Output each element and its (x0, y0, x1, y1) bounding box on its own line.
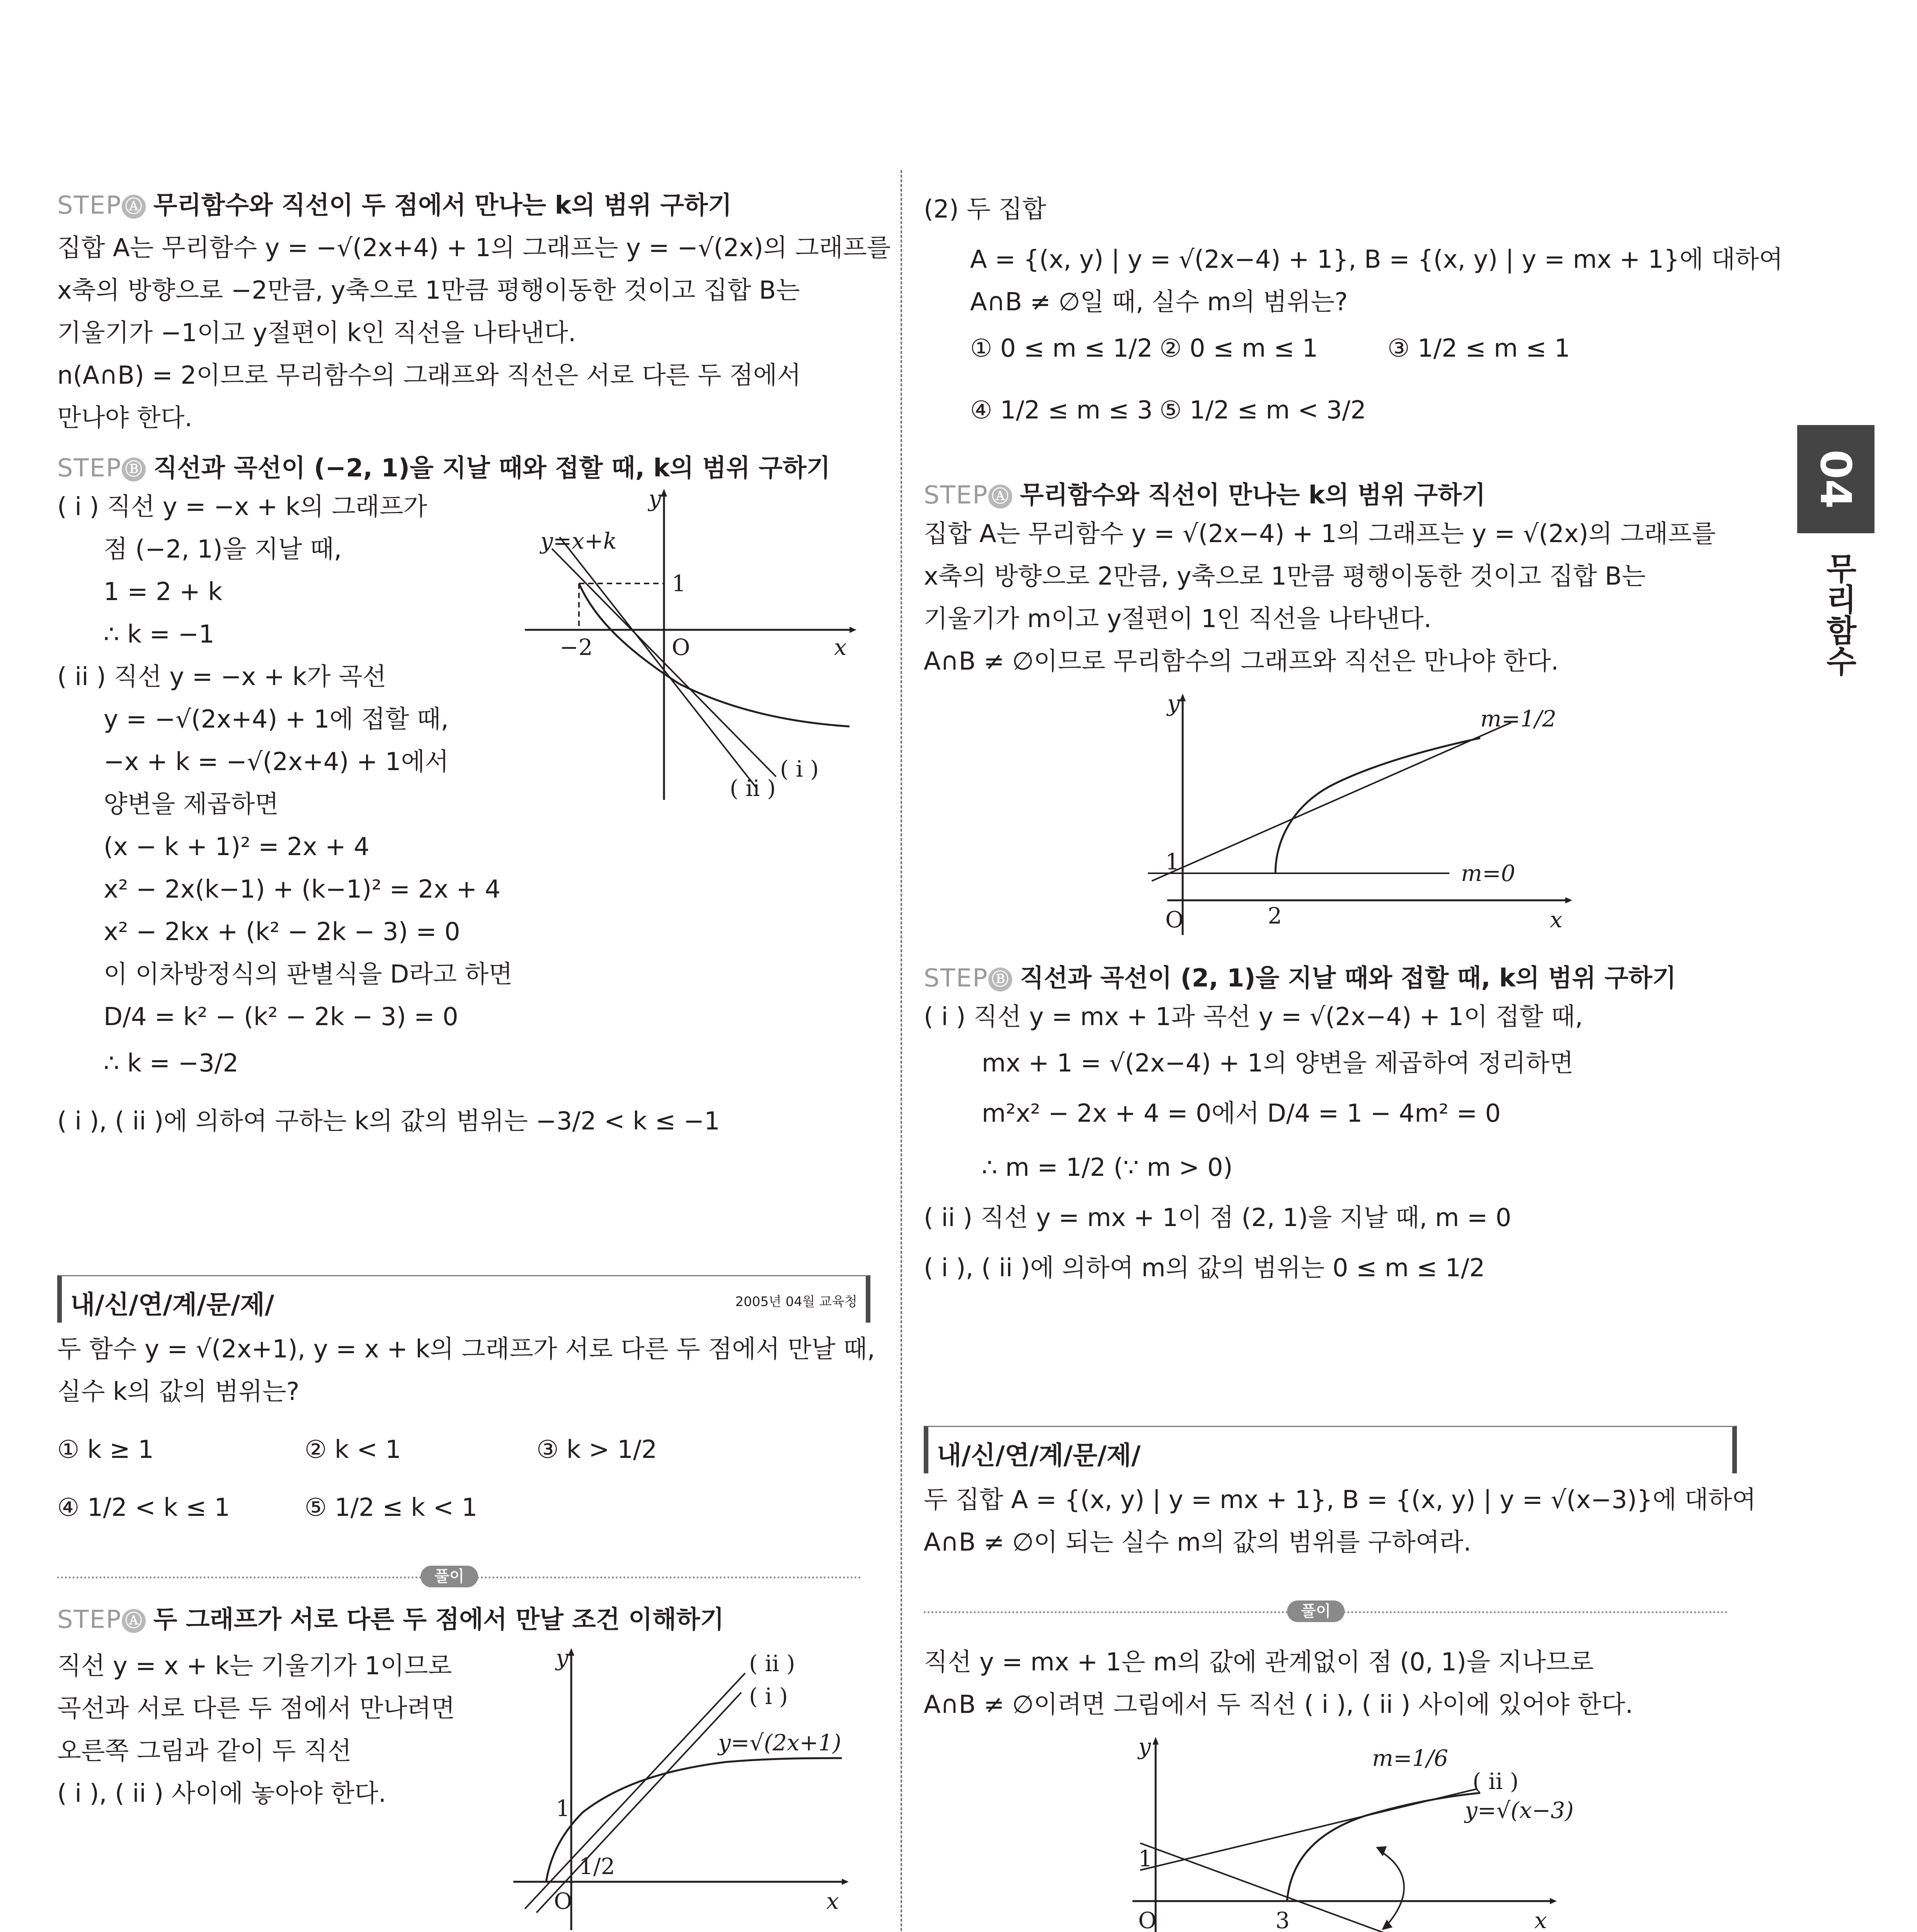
step-tag: STEP (57, 454, 122, 483)
text-line: 기울기가 −1이고 y절편이 k인 직선을 나타낸다. (57, 319, 576, 347)
graph-figure-1 (463, 483, 857, 800)
text-line: ( i ), ( ii )에 의하여 m의 값의 범위는 0 ≤ m ≤ 1/2 (924, 1254, 1485, 1282)
solution-badge: 풀이 (421, 1566, 478, 1587)
x-axis-label: x (1550, 906, 1563, 933)
text-line: 직선 y = x + k는 기울기가 1이므로 (57, 1652, 452, 1680)
text-line: A∩B ≠ ∅일 때, 실수 m의 범위는? (970, 288, 1348, 316)
line-ii-label: ( ii ) (749, 1650, 795, 1677)
y-axis-label: y (649, 485, 661, 512)
line-ii-label: ( ii ) (730, 775, 776, 800)
text-line: 만나야 한다. (57, 404, 192, 432)
text-line: x축의 방향으로 2만큼, y축으로 1만큼 평행이동한 것이고 집합 B는 (924, 562, 1646, 591)
y-axis-label: y (1167, 690, 1180, 716)
y-axis-label: y (1138, 1733, 1151, 1760)
text-line: x축의 방향으로 −2만큼, y축으로 1만큼 평행이동한 것이고 집합 B는 (57, 276, 800, 305)
text-line: 1 = 2 + k (104, 578, 223, 606)
tick-label: 1 (672, 570, 686, 597)
x-axis-label: x (826, 1888, 839, 1914)
step-mark: Ⓐ (122, 195, 146, 219)
line-ii (525, 1673, 745, 1909)
text-line: ( i ), ( ii ) 사이에 놓아야 한다. (57, 1779, 386, 1808)
text-line: D/4 = k² − (k² − 2k − 3) = 0 (104, 1003, 458, 1031)
text-line: 양변을 제곱하면 (104, 790, 279, 819)
text-line: 집합 A는 무리함수 y = √(2x−4) + 1의 그래프는 y = √(2x)의 그래프를 (924, 520, 1716, 548)
chapter-number: 04 (1811, 449, 1861, 509)
origin-label: O (554, 1888, 572, 1914)
y-axis-arrow (1180, 694, 1186, 701)
y-axis-arrow (1153, 1737, 1159, 1745)
text-line: ( i ) 직선 y = mx + 1과 곡선 y = √(2x−4) + 1이 접할 때, (924, 1003, 1583, 1031)
step-tag: STEP (924, 964, 988, 993)
text-line: A∩B ≠ ∅이려면 그림에서 두 직선 ( i ), ( ii ) 사이에 있어야 한다. (924, 1690, 1633, 1719)
text-line: 점 (−2, 1)을 지날 때, (104, 535, 342, 564)
box-source: 2005년 04월 교육청 (735, 1294, 857, 1310)
text-line: 두 함수 y = √(2x+1), y = x + k의 그래프가 서로 다른 두 점에서 만날 때, (57, 1335, 875, 1364)
line-ii (560, 537, 757, 788)
choice-3: ③ k > 1/2 (536, 1435, 657, 1464)
text-line: A∩B ≠ ∅이므로 무리함수의 그래프와 직선은 만나야 한다. (924, 647, 1559, 676)
choice-2: ② k < 1 (305, 1435, 401, 1464)
origin-label: O (1165, 906, 1184, 933)
tick-label: 1/2 (579, 1853, 615, 1879)
text-line: 두 집합 A = {(x, y) | y = mx + 1}, B = {(x, y) | y = √(x−3)}에 대하여 (924, 1486, 1756, 1514)
choice-5: ⑤ 1/2 ≤ m < 3/2 (1159, 396, 1366, 425)
line-i-label: ( i ) (749, 1683, 788, 1709)
x-axis-arrow (850, 627, 856, 633)
text-line: ( i ) 직선 y = −x + k의 그래프가 (57, 493, 427, 521)
step-title: 두 그래프가 서로 다른 두 점에서 만날 조건 이해하기 (153, 1605, 724, 1634)
step-mark: Ⓑ (988, 968, 1012, 992)
x-axis-label: x (834, 634, 847, 660)
choice-1: ① k ≥ 1 (57, 1435, 154, 1464)
text-line: 실수 k의 값의 범위는? (57, 1378, 300, 1406)
graph-figure-2 (502, 1642, 850, 1932)
choice-3: ③ 1/2 ≤ m ≤ 1 (1388, 334, 1570, 363)
text-line: mx + 1 = √(2x−4) + 1의 양변을 제곱하여 정리하면 (982, 1049, 1574, 1078)
related-problem-box (924, 1426, 1737, 1473)
text-line: 기울기가 m이고 y절편이 1인 직선을 나타낸다. (924, 605, 1432, 633)
box-title: 내/신/연/계/문/제/ (70, 1290, 274, 1320)
text-line: 직선 y = mx + 1은 m의 값에 관계없이 점 (0, 1)을 지나므로 (924, 1648, 1594, 1677)
text-line: A∩B ≠ ∅이 되는 실수 m의 값의 범위를 구하여라. (924, 1528, 1471, 1557)
text-line: ∴ k = −1 (104, 620, 215, 649)
graph-figure-4 (1109, 1731, 1581, 1932)
chapter-label: 무리함수 (1821, 553, 1857, 676)
text-line: −x + k = −√(2x+4) + 1에서 (104, 748, 449, 776)
step-title: 무리함수와 직선이 만나는 k의 범위 구하기 (1020, 481, 1486, 510)
graph-figure-3 (1132, 688, 1573, 939)
step-mark: Ⓐ (988, 485, 1012, 509)
curve-label: y=√(2x+1) (718, 1730, 841, 1756)
text-line: ( ii ) 직선 y = mx + 1이 점 (2, 1)을 지날 때, m = 0 (924, 1204, 1512, 1232)
line-ii (1140, 1789, 1476, 1870)
step-a-heading (924, 475, 1486, 511)
tick-label: −2 (560, 634, 593, 660)
tick-label: 1 (1165, 849, 1180, 875)
tick-label: 2 (1268, 903, 1282, 929)
text-line: (2) 두 집합 (924, 195, 1046, 224)
text-line: 집합 A는 무리함수 y = −√(2x+4) + 1의 그래프는 y = −√(2x)의 그래프를 (57, 234, 891, 262)
origin-label: O (672, 634, 690, 660)
y-axis-arrow (661, 489, 667, 497)
text-line: ( i ), ( ii )에 의하여 구하는 k의 값의 범위는 −3/2 < k ≤ −1 (57, 1107, 720, 1136)
line-label: y=x+k (540, 528, 617, 554)
box-title: 내/신/연/계/문/제/ (937, 1440, 1141, 1470)
line-label: m=1/6 (1372, 1745, 1448, 1771)
choice-1: ① 0 ≤ m ≤ 1/2 (970, 334, 1153, 363)
text-line: n(A∩B) = 2이므로 무리함수의 그래프와 직선은 서로 다른 두 점에서 (57, 361, 801, 390)
solution-badge: 풀이 (1287, 1600, 1345, 1622)
column-divider (901, 170, 902, 1932)
text-line: 오른쪽 그림과 같이 두 직선 (57, 1737, 352, 1765)
line-label: m=1/2 (1480, 706, 1556, 732)
text-line: ∴ k = −3/2 (104, 1049, 239, 1078)
step-title: 직선과 곡선이 (−2, 1)을 지날 때와 접할 때, k의 범위 구하기 (153, 454, 831, 483)
tick-label: 1 (556, 1795, 570, 1821)
step-b-heading (924, 958, 1676, 994)
text-line: 이 이차방정식의 판별식을 D라고 하면 (104, 960, 513, 989)
text-line: ( ii ) 직선 y = −x + k가 곡선 (57, 663, 386, 691)
curve (1275, 738, 1480, 873)
y-axis-label: y (556, 1645, 569, 1671)
step-tag: STEP (57, 191, 122, 220)
step-tag: STEP (924, 481, 988, 510)
step-b-heading (57, 448, 830, 484)
step-mark: Ⓐ (122, 1609, 146, 1633)
line-i-label: ( i ) (780, 756, 819, 782)
text-line: m²x² − 2x + 4 = 0에서 D/4 = 1 − 4m² = 0 (982, 1099, 1501, 1128)
origin-label: O (1138, 1907, 1157, 1932)
chapter-tab (1797, 425, 1874, 533)
y-axis-arrow (568, 1648, 574, 1656)
text-line: x² − 2kx + (k² − 2k − 3) = 0 (104, 918, 460, 946)
related-problem-box (57, 1275, 870, 1323)
text-line: A = {(x, y) | y = √(2x−4) + 1}, B = {(x, y) | y = mx + 1}에 대하여 (970, 245, 1783, 274)
text-line: ∴ m = 1/2 (∵ m > 0) (982, 1153, 1233, 1182)
text-line: 곡선과 서로 다른 두 점에서 만나려면 (57, 1694, 455, 1723)
rotation-arrow (1380, 1851, 1404, 1924)
text-line: x² − 2x(k−1) + (k−1)² = 2x + 4 (104, 875, 501, 904)
tick-label: 1 (1138, 1845, 1153, 1872)
text-line: y = −√(2x+4) + 1에 접할 때, (104, 705, 449, 734)
line-i (1140, 1843, 1476, 1932)
tick-label: 3 (1275, 1907, 1290, 1932)
step-a2-heading (57, 1600, 724, 1635)
line-m-half (1152, 723, 1511, 881)
choice-5: ⑤ 1/2 ≤ k < 1 (305, 1493, 478, 1522)
step-tag: STEP (57, 1605, 122, 1634)
line-label: m=0 (1461, 860, 1515, 886)
line-ii-label: ( ii ) (1473, 1768, 1519, 1794)
text-line: (x − k + 1)² = 2x + 4 (104, 833, 369, 861)
step-mark: Ⓑ (122, 457, 146, 481)
curve-label: y=√(x−3) (1465, 1797, 1574, 1823)
step-title: 무리함수와 직선이 두 점에서 만나는 k의 범위 구하기 (153, 191, 732, 220)
choice-2: ② 0 ≤ m ≤ 1 (1159, 334, 1318, 363)
step-a-heading (57, 185, 732, 221)
choice-4: ④ 1/2 ≤ m ≤ 3 (970, 396, 1153, 425)
x-axis-arrow (1550, 1898, 1557, 1904)
step-title: 직선과 곡선이 (2, 1)을 지날 때와 접할 때, k의 범위 구하기 (1020, 964, 1676, 993)
x-axis-label: x (1534, 1907, 1547, 1932)
curve (579, 583, 850, 726)
x-axis-arrow (842, 1879, 849, 1885)
x-axis-arrow (1565, 897, 1572, 903)
choice-4: ④ 1/2 < k ≤ 1 (57, 1493, 230, 1522)
